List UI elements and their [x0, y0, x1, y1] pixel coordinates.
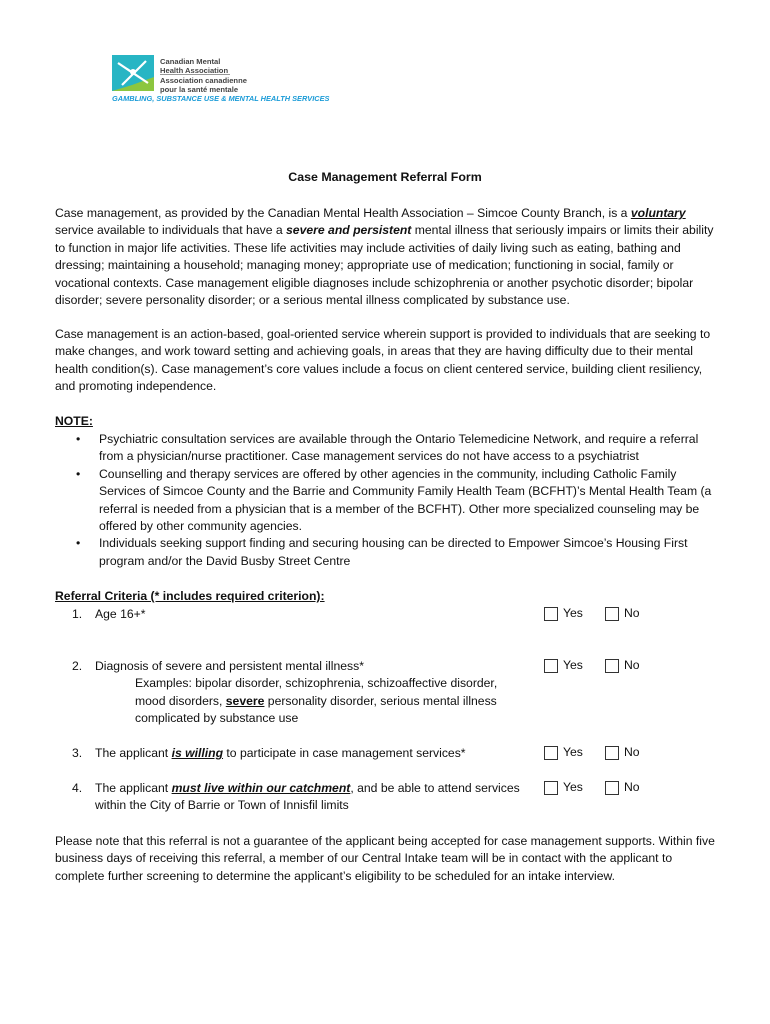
diagnosis-yes-label: Yes	[563, 658, 583, 672]
intro-paragraph: Case management, as provided by the Canadian Mental Health Association – Simcoe County Branch, is a voluntary service available to individuals that have a severe and persistent mental illness that seriously impairs or limits their ability to function in major life activities. These life activities may include activities of daily living such as eating, bathing and dressing; maintaining a household; managing money; appropriate use of medication; functioning in social, family or vocational contexts. Case management eligible diagnoses include schizophrenia or another psychotic disorder; bipolar disorder; severe personality disorder; or a serious mental illness complicated by substance use.	[55, 206, 714, 308]
list-item: • Individuals seeking support finding and securing housing can be directed to Empower Simcoe’s Housing First program and/or the David Busby Street Centre	[76, 536, 688, 568]
criterion-catchment: 4. The applicant must live within our catchment, and be able to attend services within the City of Barrie or Town of Innisfil limits	[72, 781, 520, 813]
criterion-diagnosis: 2. Diagnosis of severe and persistent mental illness* Examples: bipolar disorder, schizophrenia, schizoaffective disorder, mood disorders, severe personality disorder, serious mental illness complicated by substance use	[72, 659, 498, 726]
willing-no-checkbox[interactable]	[605, 746, 619, 760]
diagnosis-no-checkbox[interactable]	[605, 659, 619, 673]
bullet-icon: •	[76, 536, 81, 551]
age-yes-label: Yes	[563, 606, 583, 620]
catchment-yes-label: Yes	[563, 780, 583, 794]
cmha-logo-mark-icon	[112, 55, 154, 91]
criterion-age: 1. Age 16+*	[72, 607, 146, 621]
catchment-no-checkbox[interactable]	[605, 781, 619, 795]
logo-divider	[160, 74, 230, 75]
description-paragraph: Case management is an action-based, goal-oriented service wherein support is provided to individuals that are seeking to make changes, and work toward setting and achieving goals, in areas that they are having difficulty due to their mental health condition(s). Case management’s core values include a focus on client centered service, building client resiliency, and promoting independence.	[55, 327, 711, 394]
willing-yes-checkbox[interactable]	[544, 746, 558, 760]
willing-no-label: No	[624, 745, 640, 759]
age-yes-checkbox[interactable]	[544, 607, 558, 621]
criteria-heading: Referral Criteria (* includes required criterion):	[55, 589, 325, 603]
diagnosis-no-label: No	[624, 658, 640, 672]
bullet-icon: •	[76, 432, 81, 446]
note-heading: NOTE:	[55, 414, 93, 428]
catchment-no-label: No	[624, 780, 640, 794]
willing-yes-label: Yes	[563, 745, 583, 759]
form-title: Case Management Referral Form	[288, 170, 482, 184]
catchment-yes-checkbox[interactable]	[544, 781, 558, 795]
logo-name-english: Canadian Mental Health Association	[160, 57, 229, 75]
logo-name-french: Association canadienne pour la santé mentale	[160, 76, 247, 94]
age-no-label: No	[624, 606, 640, 620]
bullet-icon: •	[76, 466, 81, 481]
note-list	[55, 431, 720, 570]
diagnosis-yes-checkbox[interactable]	[544, 659, 558, 673]
criterion-willing: 3. The applicant is willing to participate in case management services*	[72, 746, 466, 760]
list-item: • Counselling and therapy services are offered by other agencies in the community, including Catholic Family Services of Simcoe County and the Barrie and Community Family Health Team (BCFHT)’s Mental Health Team (a referral is needed from a physician that is a member of the BCFHT). Other more specialized counseling may be offered by other community agencies.	[76, 466, 712, 534]
logo-tagline: GAMBLING, SUBSTANCE USE & MENTAL HEALTH SERVICES	[112, 94, 330, 103]
closing-paragraph: Please note that this referral is not a guarantee of the applicant being accepted for case management supports. Within five business days of receiving this referral, a member of our Central Intake team will be in contact with the applicant to complete further screening to determine the applicant’s eligibility to be scheduled for an intake interview.	[55, 834, 715, 883]
list-item: • Psychiatric consultation services are available through the Ontario Telemedicine Network, and require a referral from a physician/nurse practitioner. Case management services do not have access to a psychiatrist	[76, 432, 699, 464]
cmha-logo	[112, 55, 352, 103]
age-no-checkbox[interactable]	[605, 607, 619, 621]
